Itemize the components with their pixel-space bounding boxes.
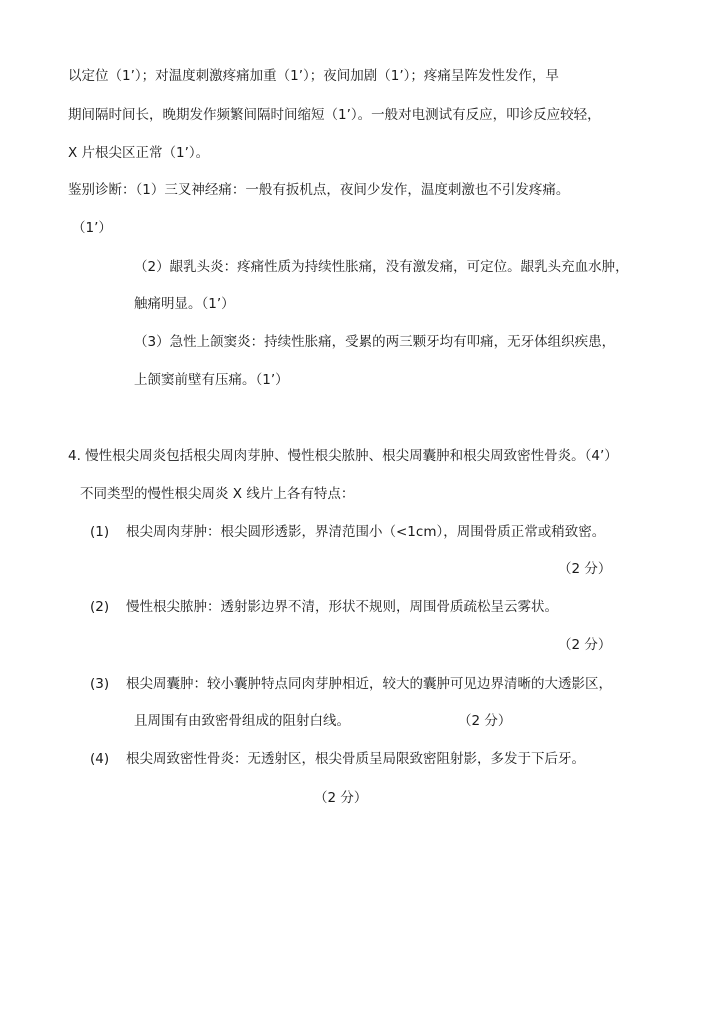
item-3-score: （2 分）: [458, 713, 512, 729]
item-3-text: 根尖周囊肿：较小囊肿特点同肉芽肿相近，较大的囊肿可见边界清晰的大透影区，: [126, 676, 612, 692]
differential-item-3-line-1: （3）急性上颌窦炎：持续性胀痛，受累的两三颗牙均有叩痛，无牙体组织疾患，: [134, 334, 616, 350]
differential-item-3-line-2: 上颌窦前壁有压痛。（1’）: [134, 372, 289, 388]
item-1-number: (1): [90, 524, 110, 540]
prev-line-1: 以定位（1’）；对温度刺激疼痛加重（1’）；夜间加剧（1’）；疼痛呈阵发性发作，早: [68, 68, 559, 84]
item-1-text: 根尖周肉芽肿：根尖圆形透影，界清范围小（<1cm），周围骨质正常或稍致密。: [126, 524, 606, 540]
item-2-score: （2 分）: [558, 637, 612, 653]
differential-intro: 鉴别诊断：（1）三叉神经痛：一般有扳机点，夜间少发作，温度刺激也不引发疼痛。: [68, 182, 570, 198]
differential-item-2-line-2: 触痛明显。（1’）: [134, 296, 235, 312]
prev-line-2: 期间隔时间长，晚期发作频繁间隔时间缩短（1’）。一般对电测试有反应，叩诊反应较轻，: [68, 107, 601, 123]
item-1-score: （2 分）: [558, 561, 612, 577]
item-4-number: (4): [90, 751, 110, 767]
item-4-text: 根尖周致密性骨炎：无透射区，根尖骨质呈局限致密阻射影，多发于下后牙。: [126, 751, 585, 767]
prev-line-3: X 片根尖区正常（1’）。: [68, 145, 210, 161]
question-4-subheading: 不同类型的慢性根尖周炎 X 线片上各有特点：: [80, 486, 355, 502]
item-2-text: 慢性根尖脓肿：透射影边界不清，形状不规则，周围骨质疏松呈云雾状。: [126, 599, 558, 615]
item-3-number: (3): [90, 676, 110, 692]
item-3-text-cont: 且周围有由致密骨组成的阻射白线。: [134, 713, 350, 729]
differential-intro-cont: （1’）: [72, 220, 112, 236]
item-4-score: （2 分）: [314, 790, 368, 806]
item-2-number: (2): [90, 599, 110, 615]
differential-item-2-line-1: （2）龈乳头炎：疼痛性质为持续性胀痛，没有激发痛，可定位。龈乳头充血水肿，: [134, 259, 629, 275]
question-4-heading: 4. 慢性根尖周炎包括根尖周肉芽肿、慢性根尖脓肿、根尖周囊肿和根尖周致密性骨炎。（4’）: [68, 448, 618, 464]
